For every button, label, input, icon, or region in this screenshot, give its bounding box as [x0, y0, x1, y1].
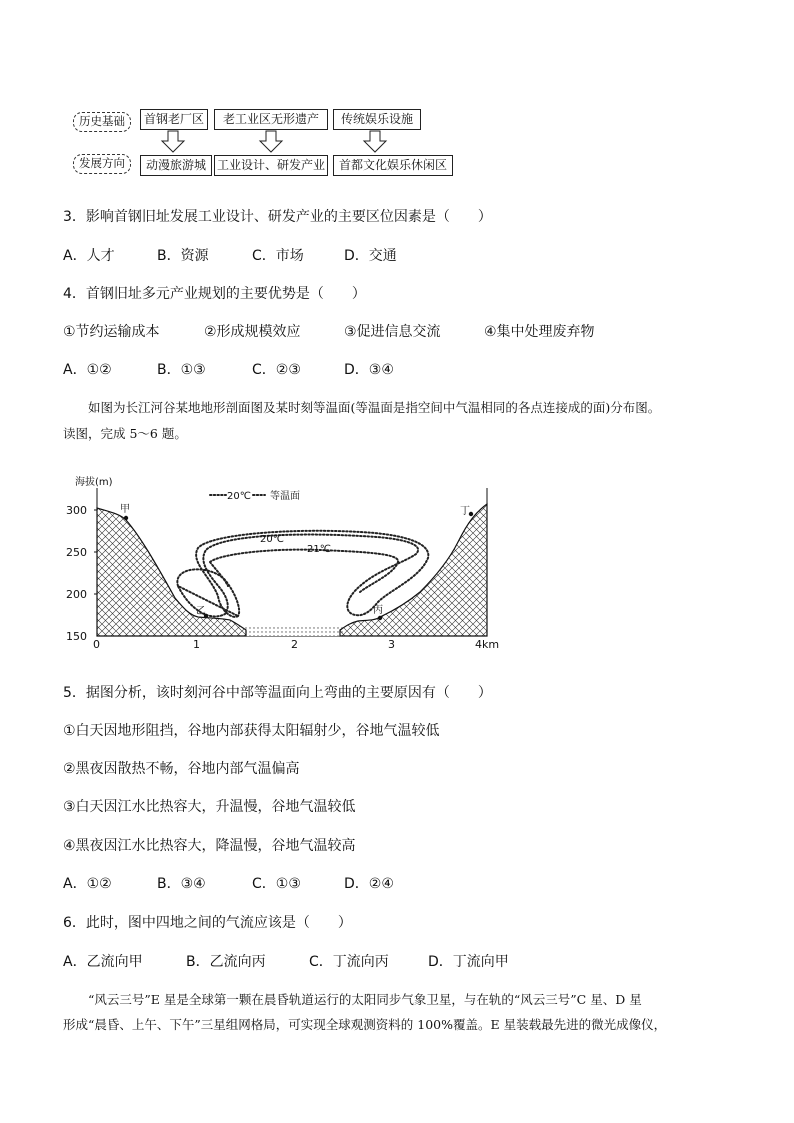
q6-option-a: A．乙流向甲	[63, 954, 143, 970]
flow-base-3: 传统娱乐设施	[333, 109, 421, 130]
x-tick-0: 0	[93, 638, 100, 651]
q4-statement-1: ①节约运输成本	[63, 324, 160, 340]
isotherm-20-label: 20℃	[260, 534, 284, 545]
q6-stem: 6．此时，图中四地之间的气流应该是（ ）	[63, 915, 352, 931]
q4-option-c: C．②③	[252, 362, 301, 378]
q3-stem: 3．影响首钢旧址发展工业设计、研发产业的主要区位因素是（ ）	[63, 209, 492, 225]
q3-option-c: C．市场	[252, 248, 304, 264]
q4-statement-4: ④集中处理废弃物	[484, 324, 595, 340]
q4-statement-3: ③促进信息交流	[344, 324, 441, 340]
flow-base-1: 首钢老厂区	[140, 109, 208, 130]
isotherm-21-line	[210, 550, 398, 592]
intro-line-2: 读图，完成 5～6 题。	[63, 426, 187, 441]
q4-option-d: D．③④	[344, 362, 394, 378]
q4-stem: 4．首钢旧址多元产业规划的主要优势是（ ）	[63, 286, 366, 302]
y-tick-300: 300	[66, 504, 87, 517]
y-tick-200: 200	[66, 588, 87, 601]
x-tick-4km: 4km	[475, 638, 500, 651]
q5-option-b: B．③④	[157, 876, 206, 892]
q6-option-b: B．乙流向丙	[186, 954, 266, 970]
q4-statement-2: ②形成规模效应	[204, 324, 301, 340]
flow-arrow-2-icon	[260, 131, 282, 152]
right-slope-terrain	[340, 504, 487, 636]
legend-value: 20℃	[227, 491, 251, 502]
terrain-profile-figure	[60, 470, 510, 660]
x-tick-3: 3	[388, 638, 395, 651]
point-ding-label: 丁	[460, 506, 470, 517]
flow-row1-label: 历史基础	[73, 112, 131, 132]
x-tick-1: 1	[193, 638, 200, 651]
q3-option-d: D．交通	[344, 248, 397, 264]
isotherm-21-label: 21℃	[307, 544, 331, 555]
closing-line-2: 形成“晨昏、上午、下午”三星组网格局，可实现全球观测资料的 100%覆盖。E 星装载最先进的微光成像仪，	[63, 1017, 667, 1032]
flow-arrows	[0, 0, 794, 200]
point-yi-label: 乙	[196, 606, 206, 617]
isotherm-20-line	[177, 531, 428, 617]
q5-stem: 5．据图分析，该时刻河谷中部等温面向上弯曲的主要原因有（ ）	[63, 685, 492, 701]
river-water	[243, 625, 343, 636]
point-bing	[378, 616, 382, 620]
legend-text: 等温面	[270, 491, 300, 502]
flow-arrow-3-icon	[364, 131, 386, 152]
q4-option-a: A．①②	[63, 362, 112, 378]
q5-option-c: C．①③	[252, 876, 301, 892]
q3-option-a: A．人才	[63, 248, 115, 264]
flow-direction-2: 工业设计、研发产业	[214, 155, 328, 176]
q5-option-a: A．①②	[63, 876, 112, 892]
x-tick-2: 2	[291, 638, 298, 651]
q6-option-d: D．丁流向甲	[428, 954, 509, 970]
point-jia-label: 甲	[120, 504, 130, 515]
flow-direction-3: 首都文化娱乐休闲区	[333, 155, 453, 176]
y-axis-label: 海拔(m)	[75, 477, 113, 488]
q5-option-d: D．②④	[344, 876, 394, 892]
q4-option-b: B．①③	[157, 362, 206, 378]
flow-row2-label: 发展方向	[73, 154, 131, 174]
q5-statement-2: ②黑夜因散热不畅，谷地内部气温偏高	[63, 761, 300, 777]
q5-statement-1: ①白天因地形阻挡，谷地内部获得太阳辐射少，谷地气温较低	[63, 723, 440, 739]
point-jia	[124, 516, 128, 520]
closing-line-1: “风云三号”E 星是全球第一颗在晨昏轨道运行的太阳同步气象卫星，与在轨的“风云三号”C 星、D 星	[88, 992, 642, 1007]
intro-line-1: 如图为长江河谷某地地形剖面图及某时刻等温面(等温面是指空间中气温相同的各点连接成的面)分布图。	[88, 400, 661, 415]
q6-option-c: C．丁流向丙	[309, 954, 389, 970]
flow-direction-1: 动漫旅游城	[140, 155, 212, 176]
flow-arrow-1-icon	[162, 131, 184, 152]
y-tick-150: 150	[66, 630, 87, 643]
point-bing-label: 丙	[373, 605, 383, 616]
flow-base-2: 老工业区无形遗产	[214, 109, 328, 130]
q5-statement-4: ④黑夜因江水比热容大，降温慢，谷地气温较高	[63, 838, 356, 854]
left-slope-terrain	[97, 508, 246, 636]
q3-option-b: B．资源	[157, 248, 209, 264]
q5-statement-3: ③白天因江水比热容大，升温慢，谷地气温较低	[63, 799, 356, 815]
y-tick-250: 250	[66, 546, 87, 559]
